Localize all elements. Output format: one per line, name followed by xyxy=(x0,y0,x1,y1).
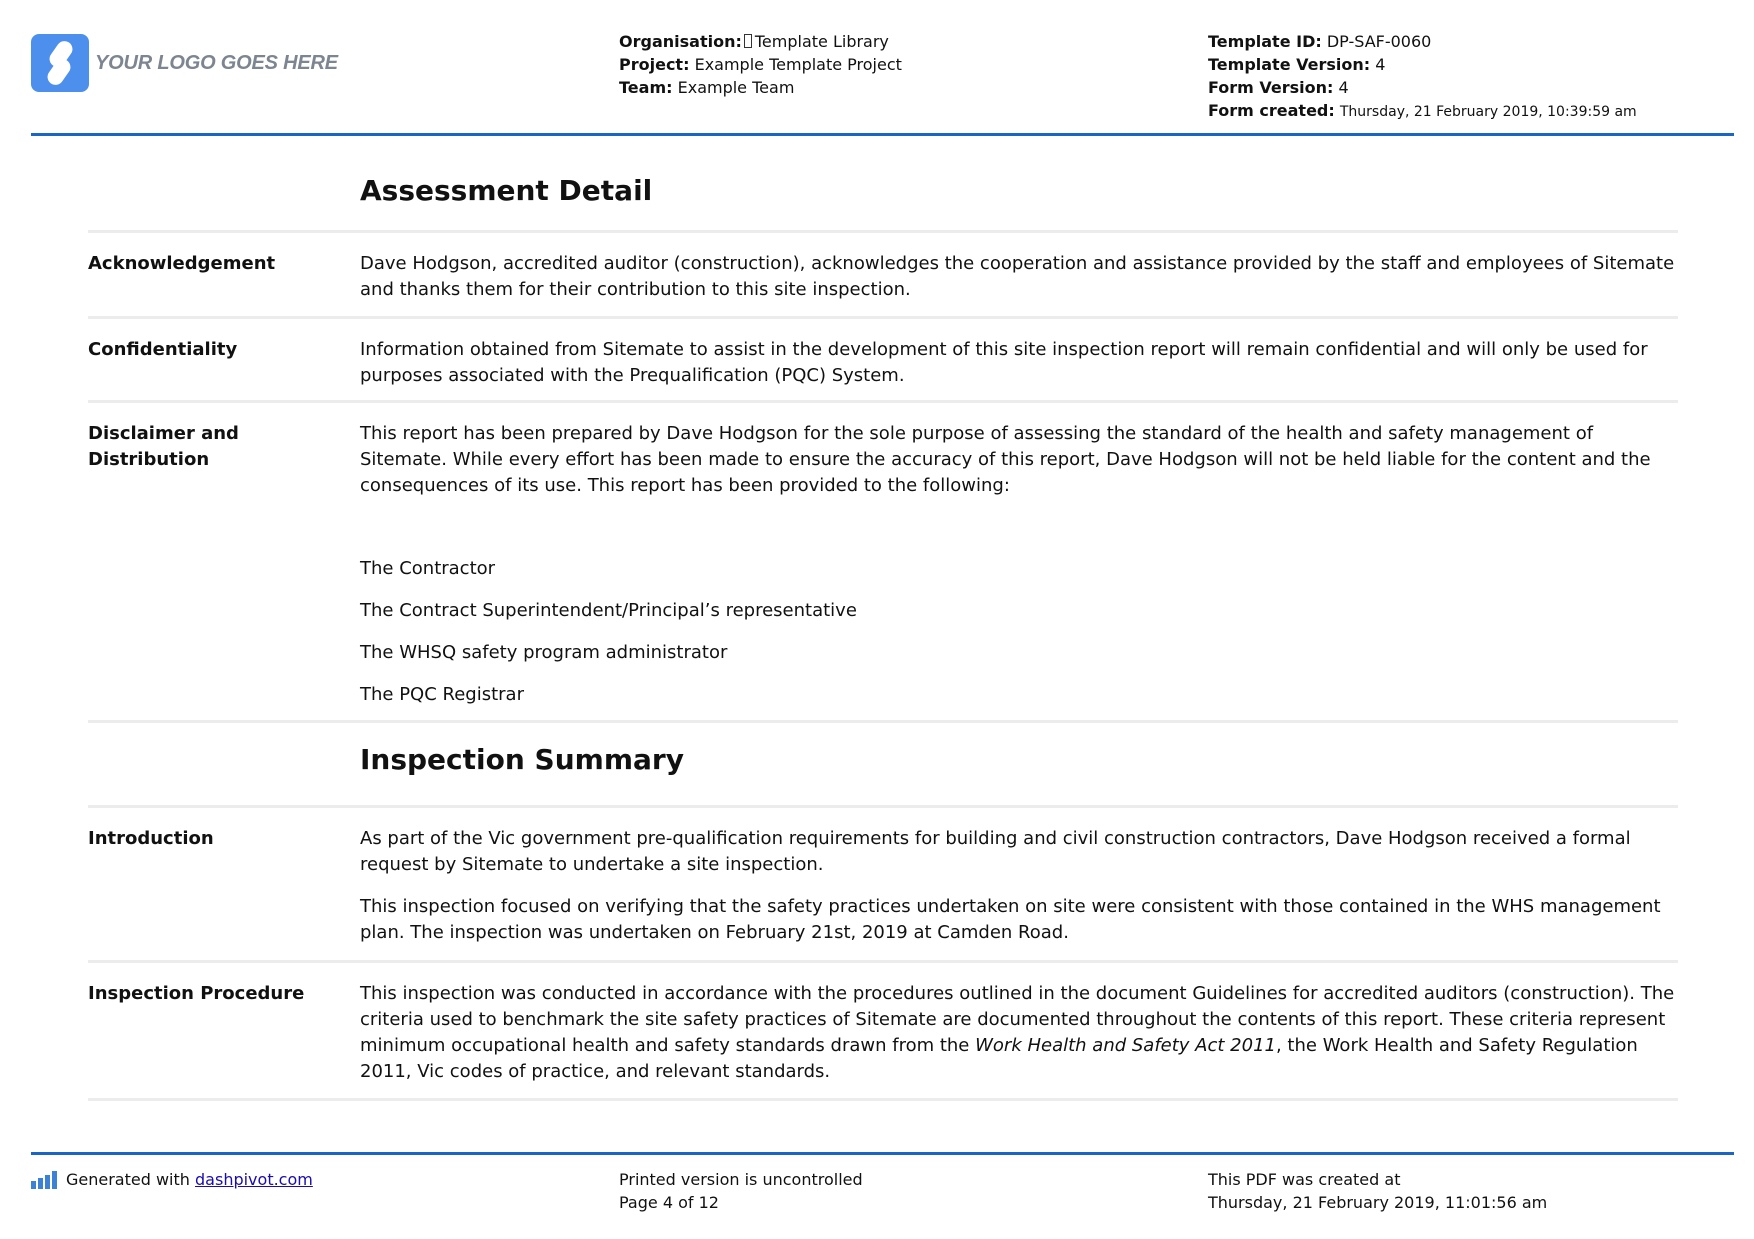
template-id-value: DP-SAF-0060 xyxy=(1326,32,1432,51)
form-created-field xyxy=(1208,99,1637,124)
header-divider xyxy=(31,133,1734,136)
field-value: Information obtained from Sitemate to assist in the development of this site inspection report will remain confidential and will only be used for purposes associated with the Prequalification (PQC) System. xyxy=(360,339,1648,386)
template-id-field xyxy=(1208,30,1637,53)
field-label: Confidentiality xyxy=(88,339,238,360)
list-item: The Contract Superintendent/Principal’s representative xyxy=(360,600,857,621)
template-id-label: Template ID: xyxy=(1208,32,1322,51)
page-header xyxy=(0,0,1754,136)
form-created-value: Thursday, 21 February 2019, 10:39:59 am xyxy=(1339,104,1637,120)
organisation-field xyxy=(619,30,902,53)
introduction-paragraph-2: This inspection focused on verifying that the safety practices undertaken on site were consistent with those contained in the WHS management plan. The inspection was undertaken on February 21st, 2019 at Camden Road. xyxy=(360,896,1661,943)
header-meta-template xyxy=(1208,30,1637,124)
section-title-inspection-summary: Inspection Summary xyxy=(360,743,684,776)
distribution-list xyxy=(360,556,1678,724)
printed-notice: Printed version is uncontrolled xyxy=(619,1170,863,1189)
field-row-introduction xyxy=(88,805,1678,960)
dashpivot-bars-icon xyxy=(31,1171,57,1189)
team-label: Team: xyxy=(619,78,673,97)
field-row-inspection-procedure xyxy=(88,960,1678,1098)
page-indicator: Page 4 of 12 xyxy=(619,1193,719,1212)
field-row-acknowledgement xyxy=(88,230,1678,316)
procedure-text-end: , the Work Health and Safety Regulation 2011, Vic codes of practice, and relevant standards. xyxy=(360,1035,1638,1082)
pdf-created-value: Thursday, 21 February 2019, 11:01:56 am xyxy=(1208,1193,1548,1212)
template-version-field xyxy=(1208,53,1637,76)
field-label: Introduction xyxy=(88,828,214,849)
logo-text: YOUR LOGO GOES HERE xyxy=(95,51,338,74)
field-label: Inspection Procedure xyxy=(88,983,305,1004)
dashpivot-link[interactable]: dashpivot.com xyxy=(195,1170,313,1189)
pdf-created-label: This PDF was created at xyxy=(1208,1170,1401,1189)
list-item: The PQC Registrar xyxy=(360,684,524,705)
footer-page-info xyxy=(619,1168,863,1214)
team-field xyxy=(619,76,902,99)
form-created-label: Form created: xyxy=(1208,101,1335,120)
field-value xyxy=(360,421,1678,720)
form-version-value: 4 xyxy=(1338,78,1349,97)
footer-pdf-created xyxy=(1208,1168,1547,1214)
header-meta-organisation xyxy=(619,30,902,99)
project-field xyxy=(619,53,902,76)
field-row-confidentiality xyxy=(88,316,1678,400)
sitemate-logo-icon xyxy=(31,34,89,92)
missing-glyph-icon xyxy=(744,34,752,48)
introduction-paragraph-1: As part of the Vic government pre-qualification requirements for building and civil construction contractors, Dave Hodgson received a formal request by Sitemate to undertake a site inspection. xyxy=(360,828,1631,875)
list-item: The WHSQ safety program administrator xyxy=(360,642,728,663)
list-item: The Contractor xyxy=(360,558,496,579)
team-value: Example Team xyxy=(677,78,795,97)
section-title-assessment-detail: Assessment Detail xyxy=(360,174,653,207)
project-value: Example Template Project xyxy=(694,55,902,74)
field-value xyxy=(360,981,1678,1098)
disclaimer-text: This report has been prepared by Dave Hodgson for the sole purpose of assessing the standard of the health and safety management of Sitemate. While every effort has been made to ensure the accuracy of this report, Dave Hodgson will not be held liable for the content and the consequences of its use. This report has been provided to the following: xyxy=(360,423,1651,496)
footer-divider xyxy=(31,1152,1734,1155)
field-row-disclaimer xyxy=(88,400,1678,720)
template-version-label: Template Version: xyxy=(1208,55,1371,74)
field-label: Acknowledgement xyxy=(88,253,276,274)
generated-prefix: Generated with xyxy=(66,1170,190,1189)
organisation-label: Organisation: xyxy=(619,32,742,51)
procedure-act-title: Work Health and Safety Act 2011 xyxy=(975,1035,1276,1056)
field-value: Dave Hodgson, accredited auditor (construction), acknowledges the cooperation and assistance provided by the staff and employees of Sitemate and thanks them for their contribution to this site inspection. xyxy=(360,253,1675,300)
field-value xyxy=(360,826,1678,960)
template-version-value: 4 xyxy=(1375,55,1386,74)
form-version-field xyxy=(1208,76,1637,99)
field-label: Disclaimer and Distribution xyxy=(88,423,239,470)
form-version-label: Form Version: xyxy=(1208,78,1334,97)
organisation-value: Template Library xyxy=(754,32,889,51)
generated-with xyxy=(31,1168,313,1191)
company-logo xyxy=(31,34,338,92)
document-body xyxy=(88,160,1678,1101)
section-divider xyxy=(88,1098,1678,1101)
procedure-text: This inspection was conducted in accordance with the procedures outlined in the document Guidelines for accredited auditors (construction). The criteria used to benchmark the site safety practices of Sitemate are documented throughout the contents of this report. These criteria represent minimum occupational health and safety standards drawn from the xyxy=(360,983,1675,1056)
project-label: Project: xyxy=(619,55,690,74)
